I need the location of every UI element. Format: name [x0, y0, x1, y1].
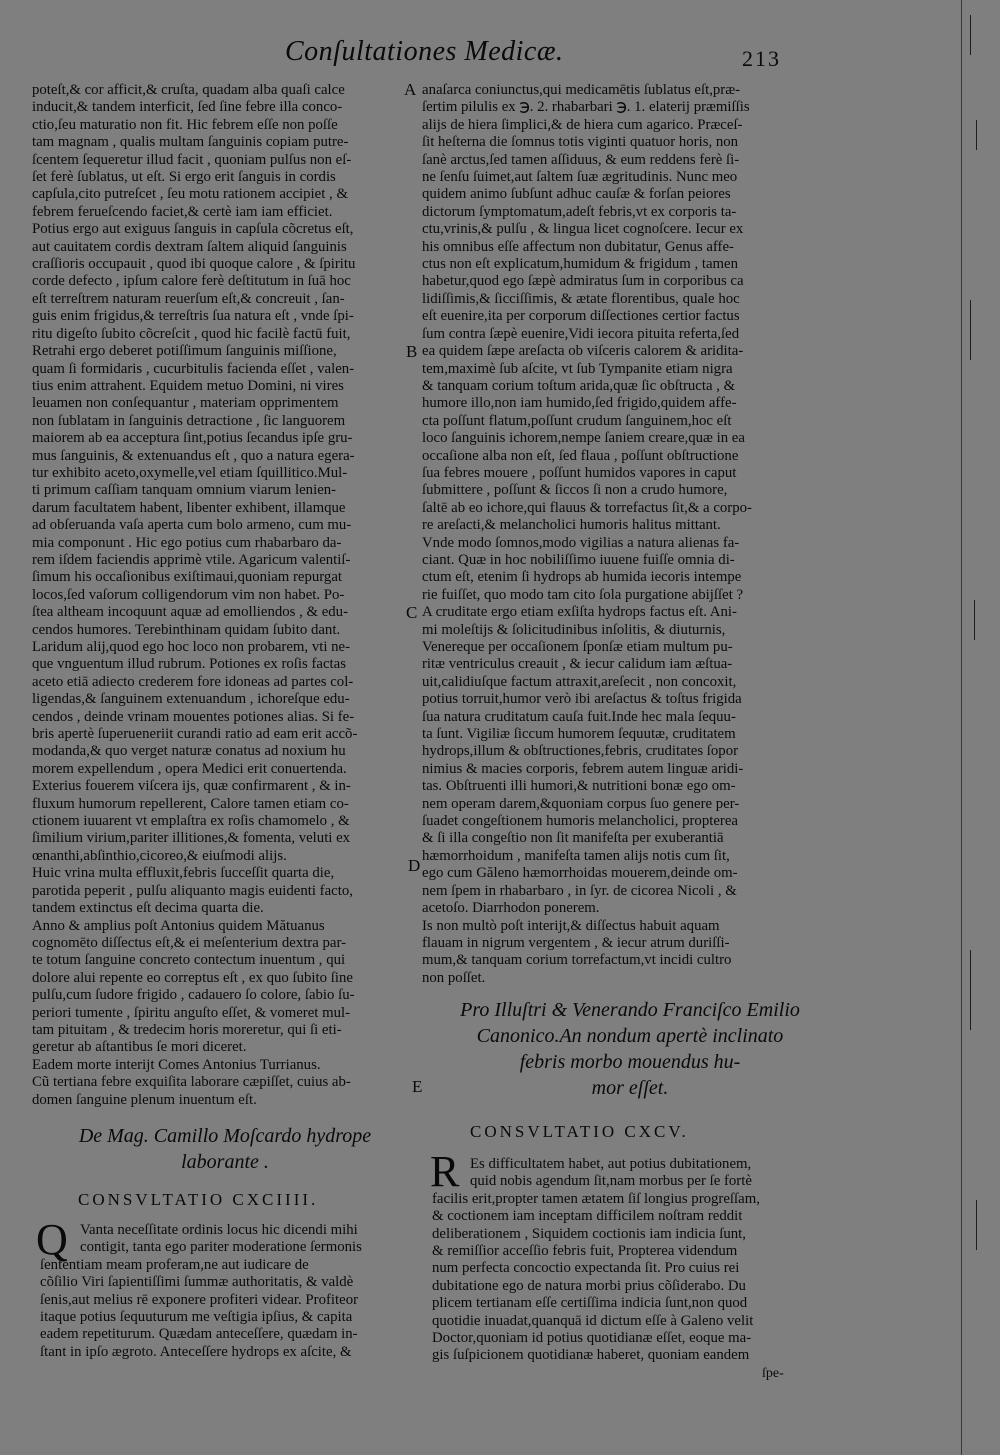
margin-mark-b: B: [406, 342, 418, 361]
text-line: & coctionem iam inceptam difficilem noſtram reddit: [432, 1208, 743, 1225]
text-line: tam pituitam , & tredecim horis moreretur, qui ſi eti-: [32, 1021, 342, 1038]
text-line: cõſilio Viri ſapientiſſimi ſummæ authoritatis, & valdè: [40, 1274, 354, 1291]
text-line: ſaltē ab eo ichore,qui flauus & torrefactus ſit,& a corpo-: [422, 499, 752, 516]
consultation-195-title: [430, 997, 830, 1101]
text-line: geretur ab aſtantibus ſe mori diceret.: [32, 1039, 247, 1056]
text-line: re areſacti,& melancholici humoris halitus mittant.: [422, 517, 721, 534]
text-line: ctionem iuuarent vt emplaſtra ex roſis chamomelo , &: [32, 813, 350, 830]
text-line: cta poſſunt flatum,poſſunt crudum ſanguinem,hoc eſt: [422, 412, 732, 429]
drop-cap-r: R: [430, 1147, 460, 1196]
text-line: Eadem morte interijt Comes Antonius Turrianus.: [32, 1056, 321, 1073]
text-line: Vanta neceſſitate ordinis locus hic dicendi mihi: [80, 1222, 358, 1238]
text-line: tem,maximè ſub aſcite, vt ſub Tympanite etiam nigra: [422, 360, 733, 377]
text-line: & ſi illa congeſtio non ſit manifeſta per exuberantiā: [422, 830, 724, 847]
text-line: Anno & amplius poſt Antonius quidem Mătuanus: [32, 917, 325, 934]
text-line: anaſarca coniunctus,qui medicamētis ſublatus eſt,præ-: [422, 82, 741, 98]
text-line: hæmorrhoidum , manifeſta tamen alijs notis cum ſit,: [422, 847, 730, 864]
text-line: ritu digeſto ſubito cõcreſcit , quod hic facilè factū fuit,: [32, 325, 351, 342]
title-line: Canonico.An nondum apertè inclinato: [476, 1025, 784, 1047]
text-line: parotida peperit , pulſu aliquanto magis euidenti facto,: [32, 882, 353, 899]
text-line: Doctor,quoniam id potius quotidianæ eſſet, eoque ma-: [432, 1330, 752, 1347]
running-head: Conſultationes Medicæ.: [285, 36, 564, 67]
text-line: morem expellendum , opera Medici erit conuertenda.: [32, 760, 347, 777]
text-line: Retrahi ergo deberet potiſſimum ſanguinis miſſione,: [32, 343, 337, 360]
text-line: plicem tertianam eſſe certiſſima indicia ſunt,non quod: [432, 1295, 748, 1312]
right-column-text: [422, 82, 822, 987]
text-line: Es difficultatem habet, aut potius dubitationem,: [470, 1156, 752, 1172]
text-line: gis ſuſpicionem quotidianæ haberet, quoniam eandem: [432, 1347, 750, 1364]
consultation-194-body: [40, 1222, 362, 1361]
text-line: œnanthi,abſinthio,cicoreo,& eiuſmodi alijs.: [32, 847, 287, 864]
consultation-194-heading: CONSVLTATIO CXCIIII.: [78, 1190, 319, 1209]
text-line: ritæ ventriculus creauit , & iecur calidum iam æſtua-: [422, 656, 733, 673]
text-line: tas. Obſtruenti illi humori,& nutritioni bonæ ego om-: [422, 778, 736, 795]
text-line: ego cum Găleno hæmorrhoidas mouerem,deinde om-: [422, 865, 738, 882]
text-line: maiorem ab ea acceptura ſint,potius ſecandus ipſe gru-: [32, 430, 353, 447]
text-line: dictorum ſymptomatum,adeſt febris,vt ex corporis ta-: [422, 203, 737, 220]
title-line: laborante .: [181, 1151, 269, 1173]
text-line: quid nobis agendum ſit,nam morbus per ſe fortè: [470, 1173, 752, 1190]
text-line: bris apertè ſuperueneriit curandi ratio ad eam erit accõ-: [32, 726, 358, 743]
text-line: ti primum caſſiam tanquam omnium viarum lenien-: [32, 482, 337, 499]
text-line: ligendas,& ſanguinem extenuandum , ichoreſque edu-: [32, 691, 350, 708]
text-line: quam ſi formidaris , cucurbitulis facienda eſſet , valen-: [32, 360, 355, 377]
margin-mark-c: C: [406, 603, 418, 622]
text-line: loco ſanguinis ichorem,nempe ſaniem creare,quæ in ea: [422, 430, 745, 447]
text-line: humore illo,non iam humido,ſed frigido,quidem affe-: [422, 395, 737, 412]
title-line: Pro Illuſtri & Venerando Franciſco Emilio: [460, 999, 800, 1021]
text-line: ſimilium virium,pariter illitiones,& fomenta, veluti ex: [32, 830, 351, 847]
text-line: mum,& tanquam corium torrefactum,vt incidi cultro: [422, 952, 732, 969]
text-line: & remiſſior acceſſio febris fuit, Propterea videndum: [432, 1243, 738, 1260]
text-line: ſubmittere , poſſunt & ſiccos ſi non a crudo humore,: [422, 482, 728, 499]
text-line: domen ſanguine plenum inuentum eſt.: [32, 1091, 257, 1108]
text-line: ſtant in ipſo ægroto. Anteceſſere hydrops ex aſcite, &: [40, 1343, 352, 1360]
text-line: cendos , deinde vrinam mouentes potiones alias. Si fe-: [32, 708, 355, 725]
text-line: ſua febres mouere , poſſunt humidos vapores in caput: [422, 464, 737, 481]
text-line: tam magnam , qualis multam ſanguinis copiam putre-: [32, 134, 349, 151]
text-line: eadem repetiturum. Quædam anteceſſere, quædam in-: [40, 1326, 358, 1343]
text-line: guis enim frigidus,& terreſtris ſua natura eſt , vnde ſpi-: [32, 308, 354, 325]
text-line: poteſt,& cor afficit,& cruſta, quadam alba quaſi calce: [32, 82, 345, 98]
text-line: aut cauitatem cordis dextram ſaltem aliquid ſanguinis: [32, 238, 347, 255]
text-line: quidem animo ſubſunt adhuc cauſæ & forſan peiores: [422, 186, 731, 203]
text-line: tius enim attrahent. Equidem metuo Domini, ni vires: [32, 377, 344, 394]
text-line: modanda,& quo verget naturæ conatus ad noxium hu: [32, 743, 346, 760]
text-line: eſt terreſtrem naturam reuerſum eſt,& concreuit , ſan-: [32, 290, 345, 307]
text-line: ſet ferè ſublatus, ut eſt. Si ergo erit ſanguis in cordis: [32, 169, 336, 186]
drop-cap-q: Q: [36, 1215, 68, 1264]
text-line: habetur,quod ego ſæpè admiratus ſum in corporibus ca: [422, 273, 744, 290]
text-line: ctio,ſeu maturatio non fit. Hic febrem eſſe non poſſe: [32, 116, 338, 133]
margin-mark-e: E: [412, 1077, 423, 1096]
text-line: te totum ſanguine concreto contectum inuentum , qui: [32, 952, 346, 969]
text-line: ad obſeruanda vaſa aperta cum bolo armeno, cum mu-: [32, 517, 352, 534]
margin-mark-a: A: [404, 80, 417, 99]
text-line: inducit,& tandem interficit, ſed ſine febre illa conco-: [32, 99, 343, 116]
text-line: ſum contra ſæpè euenire,Vidi iecora pituita referta,ſed: [422, 325, 740, 342]
text-line: Cũ tertiana febre exquiſita laborare cæpiſſet, cuius ab-: [32, 1074, 351, 1091]
text-line: mia componunt . Hic ego potius cum rhabarbaro da-: [32, 534, 342, 551]
text-line: craſſioris occupauit , quod ibi quoque calore , & ſpiritu: [32, 256, 356, 273]
title-line: mor eſſet.: [591, 1077, 669, 1099]
text-line: ſua natura cruditatum cauſa fuit.Inde hec mala ſequu-: [422, 708, 736, 725]
text-line: rie fuiſſet, quo modo tam cito ſola purgatione abijſſet ?: [422, 586, 744, 603]
text-line: ſit heſterna die ſomnus totis viginti quatuor horis, non: [422, 134, 739, 151]
text-line: ſenis,aut melius rē exponere profiteri videar. Profiteor: [40, 1291, 359, 1308]
text-line: quotidie inuadat,quanquā id dictum eſſe à Galeno velit: [432, 1312, 754, 1329]
text-line: Exterius fouerem viſcera ijs, quæ confirmarent , & in-: [32, 778, 351, 795]
text-line: Huic vrina multa effluxit,febris ſucceſſit quarta die,: [32, 865, 335, 882]
text-line: mus ſanguinis, & extenuandus eſt , quo a natura egera-: [32, 447, 355, 464]
text-line: ciant. Quæ in hoc nobiliſſimo iuuene fuiſſe omnia di-: [422, 551, 735, 568]
text-line: ctus non eſt explicatum,humidum & frigidum , tamen: [422, 256, 739, 273]
text-line: cognomēto diſſectus eſt,& ei meſenterium dextra par-: [32, 934, 347, 951]
text-line: dolore alui repente eo correptus eſt , ex quo ſubito ſine: [32, 969, 353, 986]
text-line: alijs de hiera ſimplici,& de hiera cum agarico. Præceſ-: [422, 116, 743, 133]
text-line: non poſſet.: [422, 969, 486, 986]
text-line: Venereque per occaſionem ſponſæ etiam multum pu-: [422, 639, 733, 655]
text-line: A cruditate ergo etiam exſiſta hydrops factus eſt. Ani-: [422, 604, 737, 621]
text-line: contigit, tanta ego pariter moderatione ſermonis: [80, 1239, 362, 1256]
title-line: febris morbo mouendus hu-: [519, 1051, 741, 1073]
text-line: febrem ferueſcendo faciet,& certè iam iam efficiet.: [32, 203, 333, 220]
text-line: Potius ergo aut exiguus ſanguis in capſula cõcretus eſt,: [32, 221, 354, 238]
text-line: rem iſdem faciendis apprimè vtile. Agaricum valentiſ-: [32, 551, 351, 568]
text-line: facilis erit,propter tamen ætatem ſiſ longius progreſſam,: [432, 1190, 760, 1207]
consultation-195-body: [432, 1156, 760, 1365]
text-line: occaſione alba non eſt, ſed flaua , poſſunt obſtructione: [422, 447, 739, 464]
text-line: Vnde modo ſomnos,modo vigilias a natura alienas fa-: [422, 534, 740, 551]
text-line: locos,ſed vaſorum colligendorum vim non habet. Po-: [32, 586, 345, 603]
text-line: acetoſo. Diarrhodon ponerem.: [422, 900, 600, 917]
text-line: nem ſpem in rhabarbaro , in ſyr. de cicorea Nicoli , &: [422, 882, 737, 899]
text-line: pulſu,cum ſudore frigido , cadauero ſo colore, ſabio ſu-: [32, 987, 355, 1004]
text-line: ſanè arctus,ſed tamen aſſiduus, & eum reddens ferè ſi-: [422, 151, 740, 168]
text-line: deliberationem , Siquidem coctionis iam indicia ſunt,: [432, 1225, 746, 1242]
text-line: que vnguentum illud rubrum. Potiones ex roſis factas: [32, 656, 346, 673]
text-line: eſt euenire,ita per corporum diſſectiones certior factus: [422, 308, 740, 325]
text-line: num perfecta concoctio expectanda ſit. Pro cuius rei: [432, 1260, 740, 1277]
consultation-194-title: [40, 1123, 410, 1175]
text-line: fluxum humorum repellerent, Calore tamen etiam co-: [32, 795, 349, 812]
text-line: ea quidem ſæpe areſacta ob viſceris calorem & aridita-: [422, 343, 744, 360]
text-line: ſertim pilulis ex ℈. 2. rhabarbari ℈. 1. elaterij præmiſſis: [422, 99, 750, 116]
text-line: capſula,cito putreſcet , ſeu motu rationem accipiet , &: [32, 186, 348, 203]
text-line: Is non multò poſt interijt,& diſſectus habuit aquam: [422, 917, 720, 934]
catchword: ſpe-: [762, 1366, 784, 1381]
text-line: darum facultatem habent, libenter exhibent, illamque: [32, 499, 346, 516]
text-line: flauam in nigrum vergentem , & iecur atrum duriſſi-: [422, 934, 730, 951]
consultation-195-heading: CONSVLTATIO CXCV.: [470, 1122, 689, 1141]
text-line: nimius & macies corporis, febrem autem linguæ aridi-: [422, 760, 744, 777]
text-line: ſimum his occaſionibus exiſtimaui,quoniam repurgat: [32, 569, 342, 586]
text-line: & tanquam corium toſtum arida,quæ ſic obſtructa , &: [422, 377, 736, 394]
text-line: periori tumente , ſpiritu anguſto eſſet, & vomeret mul-: [32, 1004, 351, 1021]
title-line: De Mag. Camillo Moſcardo hydrope: [78, 1125, 372, 1147]
text-line: ſententiam meam proferam,ne aut iudicare de: [40, 1256, 309, 1273]
text-line: potius torruit,humor verò ibi areſactus & toſtus frigida: [422, 691, 742, 708]
text-line: ſuadet congeſtionem humoris melancholici, propterea: [422, 813, 738, 830]
text-line: nem operam darem,&quoniam corpus ſuo genere per-: [422, 795, 740, 812]
folio-number: 213: [742, 46, 781, 71]
text-line: mi moleſtijs & ſolicitudinibus inſolitis, & diuturnis,: [422, 621, 726, 638]
page-edge: [961, 0, 992, 1455]
margin-mark-d: D: [408, 856, 421, 875]
text-line: ſcentem ſequeretur illud facit , quoniam pulſus non eſ-: [32, 151, 352, 168]
text-line: Laridum alij,quod ego hoc loco non probarem, vti ne-: [32, 639, 351, 655]
text-line: ne ſenſu ſuimet,aut ſaltem ſuæ ægritudinis. Nunc meo: [422, 169, 738, 186]
text-line: his omnibus eſſe affectum non dubitatur, Genus affe-: [422, 238, 734, 255]
text-line: dubitatione ego de natura morbi prius cõſiderabo. Du: [432, 1277, 746, 1294]
text-line: tandem extinctus eſt decima quarta die.: [32, 900, 264, 917]
text-line: ſtea altheam incoquunt aquæ ad emolliendos , & edu-: [32, 604, 348, 621]
text-line: tur exhibito aceto,oxymelle,vel etiam ſquillitico.Mul-: [32, 464, 348, 481]
text-line: corde defecto , ipſum calore ferè deſtitutum in ſuā hoc: [32, 273, 351, 290]
text-line: aceto etiā adiecto crederem fore idoneas ad partes col-: [32, 673, 354, 690]
text-line: hydrops,illum & obſtructiones,febris, cruditates ſopor: [422, 743, 739, 760]
text-line: leuamen non conſequantur , materiam opprimentem: [32, 395, 339, 412]
text-line: ctu,vrinis,& pulſu , & lingua licet cognoſcere. Iecur ex: [422, 221, 744, 238]
text-line: uit,calidiuſque factum attraxit,areſecit , non concoxit,: [422, 673, 737, 690]
text-line: ta ſunt. Vigiliæ ſiccum humorem ſequutæ, cruditatem: [422, 726, 736, 743]
left-column-text: [32, 82, 404, 1109]
text-line: ctum eſt, etenim ſi hydrops ab humida iecoris intempe: [422, 569, 742, 586]
text-line: itaque potius ſequuturum me veſtigia ipſius, & capita: [40, 1309, 353, 1326]
text-line: non ſublatam in ſanguinis detractione , ſic languorem: [32, 412, 346, 429]
text-line: cendos humores. Terebinthinam quidam ſubito dant.: [32, 621, 341, 638]
text-line: lidiſſimis,& ſicciſſimis, & ætate florentibus, quale hoc: [422, 290, 740, 307]
